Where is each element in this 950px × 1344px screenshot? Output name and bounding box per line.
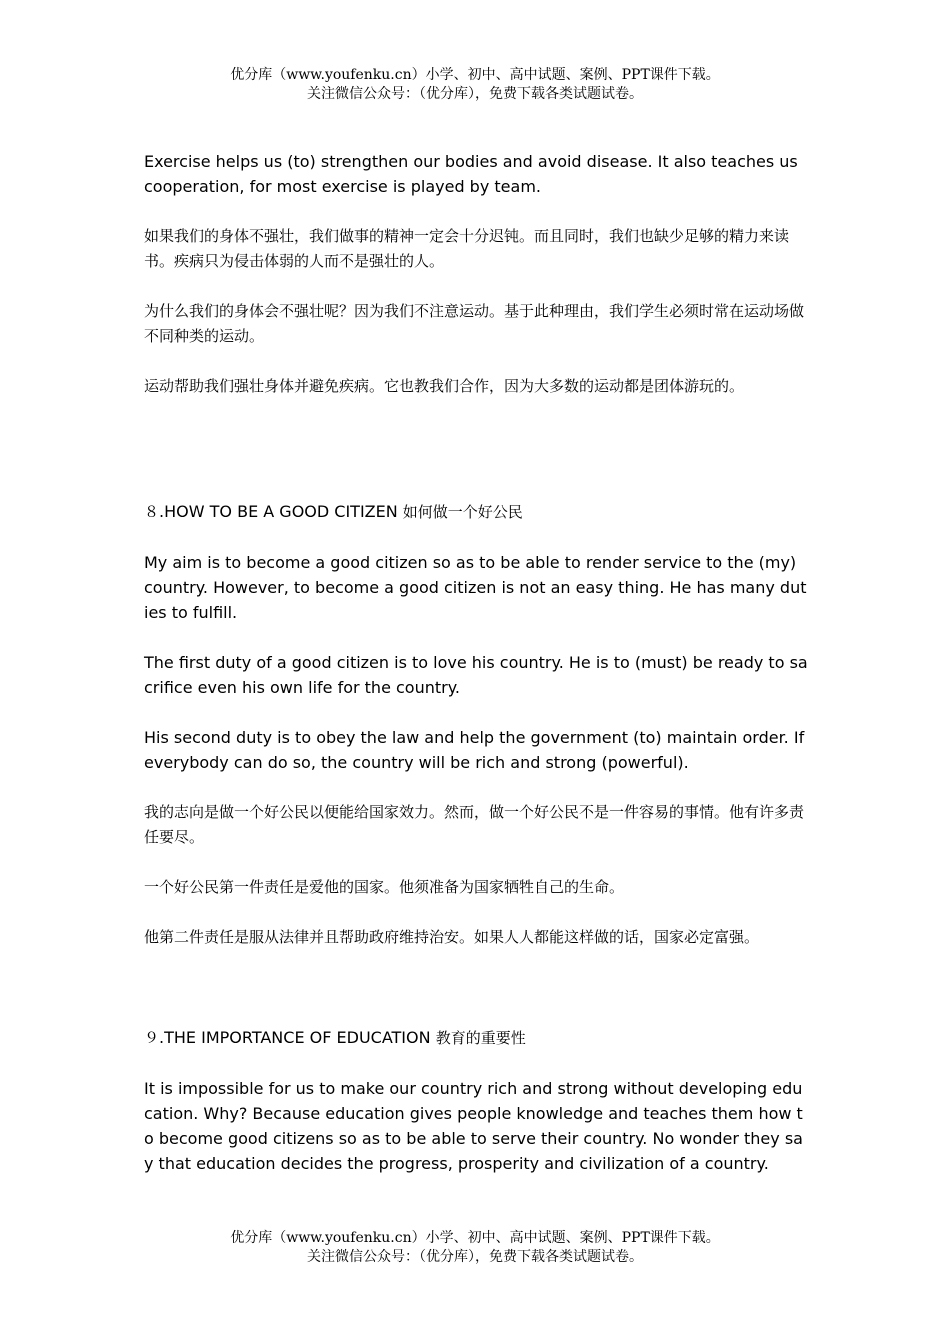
section-8-paragraph-en-1: My aim is to become a good citizen so as to be able to render service to the (my) country. However, to become a good citizen is not an easy thing. He has many duties to fulfill. — [144, 553, 807, 622]
section-9-title-en: .THE IMPORTANCE OF EDUCATION — [159, 1028, 431, 1047]
header-line-1: 优分库（www.youfenku.cn）小学、初中、高中试题、案例、PPT课件下载。 — [230, 67, 720, 83]
paragraph-exercise-zh-2: 为什么我们的身体会不强壮呢？因为我们不注意运动。基于此种理由，我们学生必须时常在运动场做不同种类的运动。 — [144, 302, 805, 345]
paragraph-exercise-en: Exercise helps us (to) strengthen our bodies and avoid disease. It also teaches us cooperation, for most exercise is played by team. — [144, 152, 798, 196]
section-9-paragraph-en-1: It is impossible for us to make our country rich and strong without developing education. Why? Because education gives people knowledge and teaches them how to become good citizens so as to be able to serve their country. No wonder they say that education decides the progress, prosperity and civilization of a country. — [144, 1079, 803, 1173]
section-8-paragraph-en-3: His second duty is to obey the law and help the government (to) maintain order. If everybody can do so, the country will be rich and strong (powerful). — [144, 728, 805, 772]
section-8-paragraph-zh-2: 一个好公民第一件责任是爱他的国家。他须准备为国家牺牲自己的生命。 — [144, 878, 625, 896]
section-8-number: ８ — [144, 503, 160, 521]
section-8-paragraph-en-2: The first duty of a good citizen is to love his country. He is to (must) be ready to sacrifice even his own life for the country. — [144, 653, 808, 697]
page-footer — [0, 1229, 950, 1267]
paragraph-exercise-zh-1: 如果我们的身体不强壮，我们做事的精神一定会十分迟钝。而且同时，我们也缺少足够的精力来读书。疾病只为侵击体弱的人而不是强壮的人。 — [144, 227, 790, 270]
section-8-paragraph-zh-3: 他第二件责任是服从法律并且帮助政府维持治安。如果人人都能这样做的话，国家必定富强。 — [144, 928, 760, 946]
section-8-title-zh: 如何做一个好公民 — [402, 503, 523, 521]
footer-line-1: 优分库（www.youfenku.cn）小学、初中、高中试题、案例、PPT课件下载。 — [230, 1230, 720, 1246]
section-9-heading — [144, 1025, 808, 1051]
section-9-number: ９ — [144, 1029, 160, 1047]
section-8-paragraph-zh-1: 我的志向是做一个好公民以便能给国家效力。然而，做一个好公民不是一件容易的事情。他有许多责任要尽。 — [144, 803, 805, 846]
page-header — [0, 66, 950, 104]
section-9-title-zh: 教育的重要性 — [435, 1029, 526, 1047]
header-line-2: 关注微信公众号：（优分库），免费下载各类试题试卷。 — [307, 86, 643, 102]
paragraph-exercise-zh-3: 运动帮助我们强壮身体并避免疾病。它也教我们合作，因为大多数的运动都是团体游玩的。 — [144, 377, 745, 395]
section-8-title-en: .HOW TO BE A GOOD CITIZEN — [159, 502, 398, 521]
section-8-heading — [144, 499, 808, 525]
document-body — [144, 149, 808, 1176]
footer-line-2: 关注微信公众号：（优分库），免费下载各类试题试卷。 — [307, 1249, 643, 1265]
